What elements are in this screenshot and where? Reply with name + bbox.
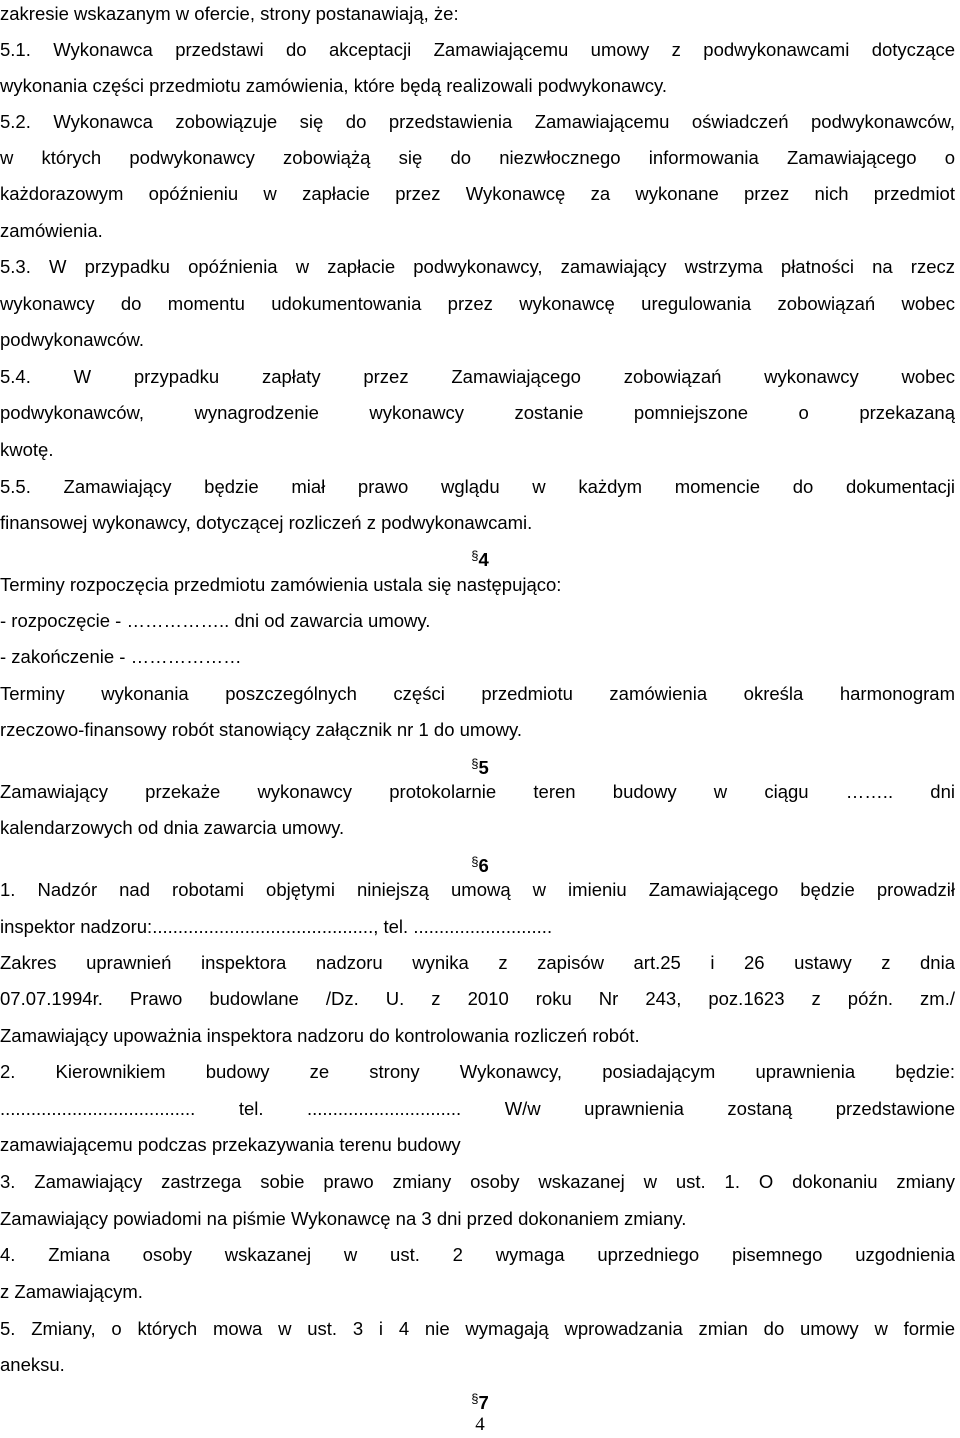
section-6-line-1: 1. Nadzór nad robotami objętymi niniejszą umową w imieniu Zamawiającego będzie prowadził	[0, 879, 955, 900]
section-5-heading	[0, 752, 960, 780]
paragraph-5-5-line-1: 5.5. Zamawiający będzie miał prawo wglądu w każdym momencie do dokumentacji	[0, 476, 955, 497]
section-4-line-3: - zakończenie - ………………	[0, 646, 242, 667]
section-6-line-14: aneksu.	[0, 1354, 65, 1375]
section-6-line-3: Zakres uprawnień inspektora nadzoru wynika z zapisów art.25 i 26 ustawy z dnia	[0, 952, 955, 973]
paragraph-5-1-line-1: 5.1. Wykonawca przedstawi do akceptacji Zamawiającemu umowy z podwykonawcami dotyczące	[0, 39, 955, 60]
paragraph-5-3-line-2: wykonawcy do momentu udokumentowania przez wykonawcę uregulowania zobowiązań wobec	[0, 293, 955, 314]
section-7-number: 7	[478, 1392, 489, 1413]
section-4-line-2: - rozpoczęcie - …………….. dni od zawarcia umowy.	[0, 610, 431, 631]
section-6-number: 6	[478, 855, 489, 876]
section-6-line-2: inspektor nadzoru:..........................................., tel. ...........................	[0, 916, 553, 937]
section-mark-icon: §	[471, 548, 479, 563]
section-6-line-13: 5. Zmiany, o których mowa w ust. 3 i 4 nie wymagają wprowadzania zmian do umowy w formie	[0, 1318, 955, 1339]
page-number: 4	[475, 1414, 485, 1435]
paragraph-5-3-line-3: podwykonawców.	[0, 329, 144, 350]
section-5-line-1: Zamawiający przekaże wykonawcy protokolarnie teren budowy w ciągu …….. dni	[0, 781, 955, 802]
section-mark-icon: §	[471, 756, 479, 771]
paragraph-5-2-line-4: zamówienia.	[0, 220, 103, 241]
section-6-line-6: 2. Kierownikiem budowy ze strony Wykonawcy, posiadającym uprawnienia będzie:	[0, 1061, 955, 1082]
section-6-heading	[0, 850, 960, 878]
paragraph-5-5-line-2: finansowej wykonawcy, dotyczącej rozliczeń z podwykonawcami.	[0, 512, 533, 533]
paragraph-5-2-line-3: każdorazowym opóźnieniu w zapłacie przez Wykonawcę za wykonane przez nich przedmiot	[0, 183, 955, 204]
paragraph-5-intro: zakresie wskazanym w ofercie, strony postanawiają, że:	[0, 3, 459, 24]
section-4-line-4: Terminy wykonania poszczególnych części przedmiotu zamówienia określa harmonogram	[0, 683, 955, 704]
section-6-line-10: Zamawiający powiadomi na piśmie Wykonawcę na 3 dni przed dokonaniem zmiany.	[0, 1208, 687, 1229]
paragraph-5-4-line-3: kwotę.	[0, 439, 54, 460]
section-mark-icon: §	[471, 1391, 479, 1406]
paragraph-5-4-line-1: 5.4. W przypadku zapłaty przez Zamawiającego zobowiązań wykonawcy wobec	[0, 366, 955, 387]
section-5-number: 5	[478, 757, 489, 778]
section-6-line-4: 07.07.1994r. Prawo budowlane /Dz. U. z 2010 roku Nr 243, poz.1623 z późn. zm./	[0, 988, 955, 1009]
section-5-line-2: kalendarzowych od dnia zawarcia umowy.	[0, 817, 345, 838]
paragraph-5-2-line-1: 5.2. Wykonawca zobowiązuje się do przedstawienia Zamawiającemu oświadczeń podwykonawców,	[0, 111, 955, 132]
paragraph-5-3-line-1: 5.3. W przypadku opóźnienia w zapłacie podwykonawcy, zamawiający wstrzyma płatności na rzecz	[0, 256, 955, 277]
section-mark-icon: §	[471, 854, 479, 869]
section-4-line-5: rzeczowo-finansowy robót stanowiący załącznik nr 1 do umowy.	[0, 719, 522, 740]
paragraph-5-1-line-2: wykonania części przedmiotu zamówienia, które będą realizowali podwykonawcy.	[0, 75, 668, 96]
section-6-line-12: z Zamawiającym.	[0, 1281, 143, 1302]
paragraph-5-2-line-2: w których podwykonawcy zobowiążą się do niezwłocznego informowania Zamawiającego o	[0, 147, 955, 168]
section-6-line-11: 4. Zmiana osoby wskazanej w ust. 2 wymaga uprzedniego pisemnego uzgodnienia	[0, 1244, 955, 1265]
section-6-line-8: zamawiającemu podczas przekazywania terenu budowy	[0, 1134, 461, 1155]
section-4-number: 4	[478, 549, 489, 570]
section-4-line-1: Terminy rozpoczęcia przedmiotu zamówienia ustala się następująco:	[0, 574, 562, 595]
section-6-line-9: 3. Zamawiający zastrzega sobie prawo zmiany osoby wskazanej w ust. 1. O dokonaniu zmiany	[0, 1171, 955, 1192]
section-7-heading	[0, 1387, 960, 1415]
section-4-heading	[0, 544, 960, 572]
section-6-line-7: ...................................... tel. .............................. W/w uprawnienia zostaną przedstawione	[0, 1098, 955, 1119]
section-6-line-5: Zamawiający upoważnia inspektora nadzoru do kontrolowania rozliczeń robót.	[0, 1025, 640, 1046]
paragraph-5-4-line-2: podwykonawców, wynagrodzenie wykonawcy zostanie pomniejszone o przekazaną	[0, 402, 955, 423]
